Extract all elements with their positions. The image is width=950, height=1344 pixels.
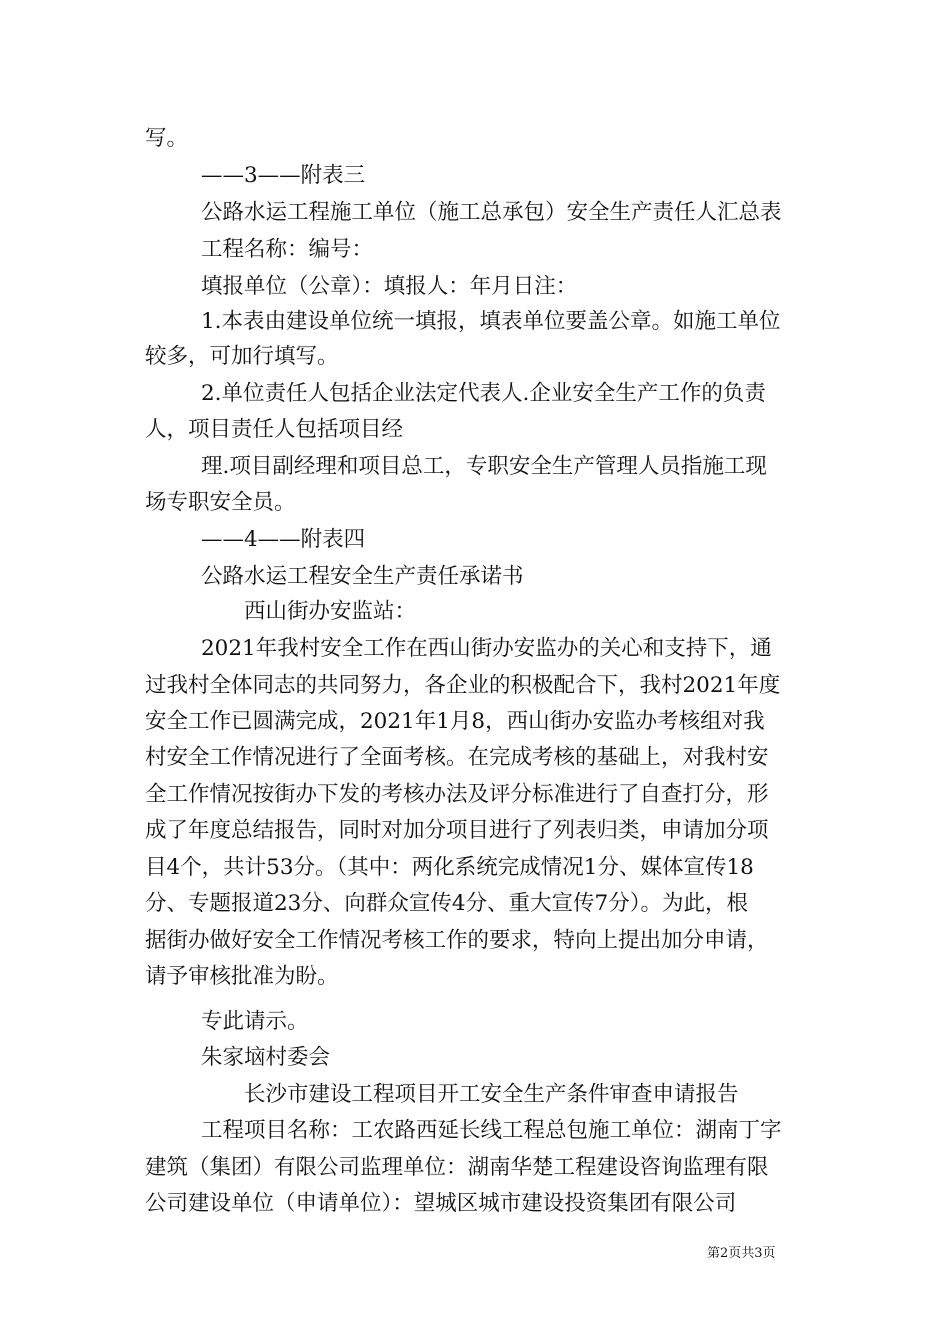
text-line: 公司建设单位（申请单位）：望城区城市建设投资集团有限公司 — [145, 1191, 737, 1216]
text-line: 目4个，共计53分。（其中：两化系统完成情况1分、媒体宣传18 — [145, 855, 754, 880]
text-line: 2021年我村安全工作在西山街办安监办的关心和支持下，通 — [201, 636, 772, 661]
text-line: 建筑（集团）有限公司监理单位：湖南华楚工程建设咨询监理有限 — [145, 1155, 769, 1180]
report-title: 长沙市建设工程项目开工安全生产条件审查申请报告 — [244, 1082, 739, 1107]
text-line: 过我村全体同志的共同努力，各企业的积极配合下，我村2021年度 — [145, 673, 781, 698]
salutation: 西山街办安监站： — [244, 599, 417, 624]
appendix-title: 公路水运工程安全生产责任承诺书 — [201, 564, 524, 589]
text-line: 填报单位（公章）：填报人：年月日注： — [201, 274, 578, 299]
appendix-title: 公路水运工程施工单位（施工总承包）安全生产责任人汇总表 — [201, 200, 782, 225]
text-line: 请予审核批准为盼。 — [145, 964, 339, 989]
text-line: 场专职安全员。 — [145, 490, 296, 515]
text-line: 村安全工作情况进行了全面考核。在完成考核的基础上，对我村安 — [145, 745, 769, 770]
closing-line: 专此请示。 — [201, 1009, 309, 1034]
text-line: 理.项目副经理和项目总工，专职安全生产管理人员指施工现 — [201, 454, 767, 479]
text-line: 据街办做好安全工作情况考核工作的要求，特向上提出加分申请， — [145, 928, 769, 953]
text-line: 安全工作已圆满完成，2021年1月8，西山街办安监办考核组对我 — [145, 709, 765, 734]
signature-line: 朱家垴村委会 — [201, 1045, 331, 1070]
page-number: 第2页共3页 — [707, 1246, 776, 1261]
text-line: 较多，可加行填写。 — [145, 344, 339, 369]
text-line: 全工作情况按街办下发的考核办法及评分标准进行了自查打分，形 — [145, 782, 769, 807]
text-line: 2.单位责任人包括企业法定代表人.企业安全生产工作的负责 — [201, 381, 766, 406]
appendix-marker: ——4——附表四 — [201, 527, 366, 552]
text-line: 工程项目名称：工农路西延长线工程总包施工单位：湖南丁字 — [201, 1118, 782, 1143]
text-line: 工程名称：编号： — [201, 237, 374, 262]
text-line: 成了年度总结报告，同时对加分项目进行了列表归类，申请加分项 — [145, 818, 769, 843]
text-line: 分、专题报道23分、向群众宣传4分、重大宣传7分）。为此，根 — [145, 891, 748, 916]
text-line: 写。 — [145, 126, 189, 151]
text-line: 人，项目责任人包括项目经 — [145, 417, 404, 442]
appendix-marker: ——3——附表三 — [201, 163, 366, 188]
text-line: 1.本表由建设单位统一填报，填表单位要盖公章。如施工单位 — [201, 309, 781, 334]
